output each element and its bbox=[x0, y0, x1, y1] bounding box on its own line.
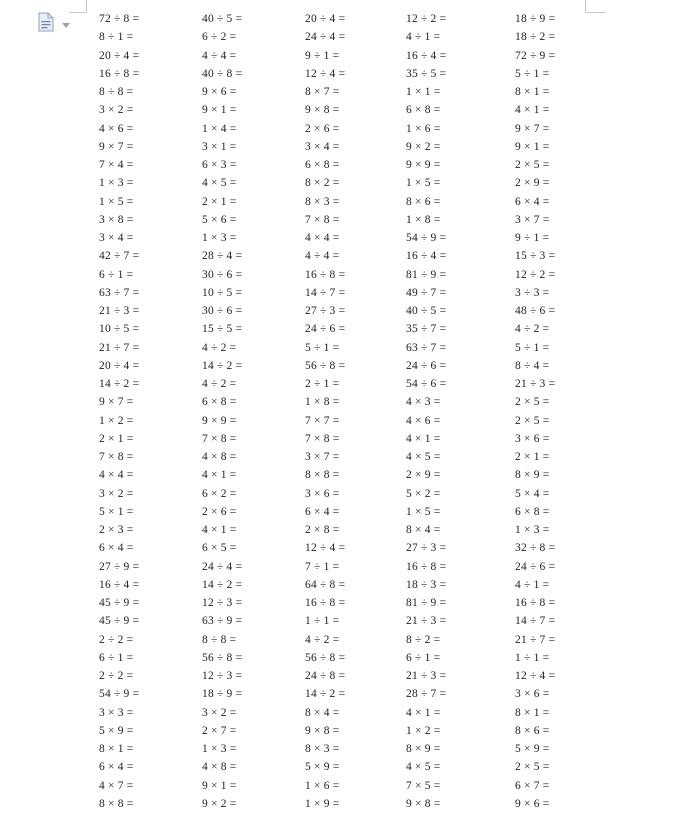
math-problem: 2 × 9 = bbox=[406, 469, 441, 482]
math-problem: 8 × 9 = bbox=[515, 469, 550, 482]
math-problem: 2 × 6 = bbox=[305, 122, 340, 135]
math-problem: 7 ÷ 1 = bbox=[305, 560, 340, 573]
math-problem: 8 × 2 = bbox=[305, 177, 340, 190]
math-problem: 9 × 8 = bbox=[305, 724, 340, 737]
math-problem: 4 ÷ 4 = bbox=[305, 250, 340, 263]
math-problem: 27 ÷ 9 = bbox=[99, 560, 140, 573]
math-problem: 3 × 1 = bbox=[202, 140, 237, 153]
math-problem: 9 × 1 = bbox=[202, 104, 237, 117]
math-problem: 28 ÷ 4 = bbox=[202, 250, 243, 263]
math-problem: 2 × 8 = bbox=[305, 524, 340, 536]
math-problem: 6 × 7 = bbox=[515, 779, 550, 792]
math-problem: 81 ÷ 9 = bbox=[406, 597, 447, 609]
math-problem: 2 ÷ 2 = bbox=[99, 633, 134, 646]
problem-column-4 bbox=[406, 10, 446, 813]
math-problem: 56 ÷ 8 = bbox=[305, 651, 346, 664]
math-problem: 4 × 3 = bbox=[406, 396, 441, 409]
math-problem: 1 × 6 = bbox=[406, 122, 441, 135]
math-problem: 54 ÷ 6 = bbox=[406, 378, 447, 390]
math-problem: 35 ÷ 7 = bbox=[406, 323, 447, 336]
math-problem: 54 ÷ 9 = bbox=[406, 232, 447, 244]
problem-column-2 bbox=[202, 10, 242, 813]
math-problem: 4 × 5 = bbox=[406, 451, 441, 463]
math-problem: 10 ÷ 5 = bbox=[202, 286, 243, 299]
math-problem: 9 × 9 = bbox=[202, 414, 237, 427]
math-problem: 4 × 1 = bbox=[202, 469, 237, 482]
math-problem: 8 × 6 = bbox=[515, 724, 550, 737]
math-problem: 16 ÷ 8 = bbox=[406, 560, 447, 573]
math-problem: 6 × 4 = bbox=[305, 505, 340, 518]
math-problem: 7 × 8 = bbox=[305, 213, 340, 226]
math-problem: 9 × 8 = bbox=[305, 104, 340, 117]
math-problem: 16 ÷ 8 = bbox=[305, 597, 346, 609]
math-problem: 72 ÷ 9 = bbox=[515, 49, 556, 62]
math-problem: 8 ÷ 4 = bbox=[515, 359, 550, 372]
math-problem: 4 ÷ 2 = bbox=[202, 341, 237, 354]
math-problem: 4 × 5 = bbox=[202, 177, 237, 190]
math-problem: 24 ÷ 8 = bbox=[305, 670, 346, 682]
math-problem: 21 ÷ 7 = bbox=[99, 341, 140, 354]
math-problem: 1 × 6 = bbox=[305, 779, 340, 792]
math-problem: 8 × 1 = bbox=[515, 86, 550, 98]
math-problem: 81 ÷ 9 = bbox=[406, 268, 447, 281]
math-problem: 6 ÷ 1 = bbox=[406, 651, 441, 664]
math-problem: 15 ÷ 5 = bbox=[202, 323, 243, 336]
math-problem: 12 ÷ 3 = bbox=[202, 597, 243, 609]
math-problem: 14 ÷ 2 = bbox=[202, 578, 243, 591]
math-problem: 2 × 5 = bbox=[515, 761, 550, 774]
math-problem: 5 × 9 = bbox=[305, 761, 340, 774]
math-problem: 18 ÷ 3 = bbox=[406, 578, 447, 591]
math-problem: 8 × 1 = bbox=[515, 706, 550, 719]
math-problem: 6 ÷ 1 = bbox=[99, 268, 134, 281]
math-problem: 1 × 5 = bbox=[406, 177, 441, 190]
math-problem: 4 × 6 = bbox=[406, 414, 441, 427]
math-problem: 1 × 3 = bbox=[202, 743, 237, 755]
math-problem: 24 ÷ 6 = bbox=[515, 560, 556, 573]
math-problem: 9 ÷ 1 = bbox=[305, 49, 340, 62]
math-problem: 6 × 8 = bbox=[515, 505, 550, 518]
math-problem: 9 × 7 = bbox=[99, 396, 134, 409]
math-problem: 18 ÷ 9 = bbox=[202, 688, 243, 701]
math-problem: 8 × 4 = bbox=[305, 706, 340, 719]
math-problem: 5 × 1 = bbox=[99, 505, 134, 518]
math-problem: 2 × 9 = bbox=[515, 177, 550, 190]
math-problem: 63 ÷ 7 = bbox=[406, 341, 447, 354]
math-problem: 2 ÷ 2 = bbox=[99, 670, 134, 682]
math-problem: 14 ÷ 2 = bbox=[99, 378, 140, 390]
math-problem: 12 ÷ 4 = bbox=[305, 542, 346, 555]
math-problem: 21 ÷ 3 = bbox=[406, 615, 447, 628]
math-problem: 6 × 4 = bbox=[99, 761, 134, 774]
math-problem: 6 × 4 = bbox=[515, 195, 550, 208]
math-problem: 12 ÷ 4 = bbox=[515, 670, 556, 682]
math-problem: 8 ÷ 2 = bbox=[406, 633, 441, 646]
math-problem: 12 ÷ 2 = bbox=[515, 268, 556, 281]
math-problem: 54 ÷ 9 = bbox=[99, 688, 140, 701]
math-problem: 1 × 5 = bbox=[406, 505, 441, 518]
math-problem: 8 ÷ 1 = bbox=[99, 31, 134, 44]
math-problem: 7 × 5 = bbox=[406, 779, 441, 792]
math-problem: 4 ÷ 1 = bbox=[406, 31, 441, 44]
math-problem: 27 ÷ 3 = bbox=[305, 305, 346, 317]
math-problem: 2 × 5 = bbox=[515, 396, 550, 409]
math-problem: 2 × 1 = bbox=[202, 195, 237, 208]
math-problem: 14 ÷ 2 = bbox=[202, 359, 243, 372]
math-problem: 4 ÷ 4 = bbox=[202, 49, 237, 62]
math-problem: 6 × 5 = bbox=[202, 542, 237, 555]
math-problem: 14 ÷ 7 = bbox=[515, 615, 556, 628]
math-problem: 4 ÷ 2 = bbox=[202, 378, 237, 390]
math-problem: 2 ÷ 1 = bbox=[305, 378, 340, 390]
math-problem: 8 × 6 = bbox=[406, 195, 441, 208]
math-problem: 10 ÷ 5 = bbox=[99, 323, 140, 336]
math-problem: 4 × 6 = bbox=[99, 122, 134, 135]
math-problem: 16 ÷ 8 = bbox=[99, 67, 140, 80]
math-problem: 72 ÷ 8 = bbox=[99, 13, 140, 25]
math-problem: 6 × 8 = bbox=[406, 104, 441, 117]
math-problem: 3 × 2 = bbox=[202, 706, 237, 719]
math-problem: 9 × 1 = bbox=[515, 140, 550, 153]
math-problem: 9 × 6 = bbox=[515, 797, 550, 810]
math-problem: 6 × 2 = bbox=[202, 487, 237, 500]
math-problem: 8 × 8 = bbox=[305, 469, 340, 482]
math-problem: 8 × 9 = bbox=[406, 743, 441, 755]
math-problem: 20 ÷ 4 = bbox=[305, 13, 346, 25]
math-problem: 8 × 1 = bbox=[99, 743, 134, 755]
math-problem: 8 × 4 = bbox=[406, 524, 441, 536]
math-problem: 64 ÷ 8 = bbox=[305, 578, 346, 591]
math-problem: 9 × 7 = bbox=[515, 122, 550, 135]
math-problem: 2 × 1 = bbox=[99, 432, 134, 445]
math-problem: 6 × 4 = bbox=[99, 542, 134, 555]
math-problem: 8 × 3 = bbox=[305, 743, 340, 755]
math-problem: 1 × 8 = bbox=[305, 396, 340, 409]
math-problem: 9 × 2 = bbox=[202, 797, 237, 810]
math-problem: 3 × 6 = bbox=[305, 487, 340, 500]
math-problem: 1 × 3 = bbox=[515, 524, 550, 536]
math-problem: 3 × 2 = bbox=[99, 104, 134, 117]
math-problem: 5 × 9 = bbox=[99, 724, 134, 737]
problem-column-5 bbox=[515, 10, 555, 813]
math-problem: 1 × 9 = bbox=[305, 797, 340, 810]
math-problem: 6 ÷ 2 = bbox=[202, 31, 237, 44]
math-problem: 2 × 3 = bbox=[99, 524, 134, 536]
math-problem: 6 ÷ 1 = bbox=[99, 651, 134, 664]
math-problem: 2 × 7 = bbox=[202, 724, 237, 737]
math-problem: 4 × 5 = bbox=[406, 761, 441, 774]
math-problem: 2 × 1 = bbox=[515, 451, 550, 463]
math-problem: 7 × 8 = bbox=[99, 451, 134, 463]
math-problem: 1 × 3 = bbox=[99, 177, 134, 190]
math-problem: 1 × 5 = bbox=[99, 195, 134, 208]
math-problem: 5 × 2 = bbox=[406, 487, 441, 500]
math-problem: 20 ÷ 4 = bbox=[99, 359, 140, 372]
math-problem: 4 ÷ 1 = bbox=[515, 578, 550, 591]
math-problem: 16 ÷ 4 = bbox=[406, 49, 447, 62]
math-problem: 5 × 6 = bbox=[202, 213, 237, 226]
problem-column-3 bbox=[305, 10, 345, 813]
math-problem: 1 × 8 = bbox=[406, 213, 441, 226]
math-problem: 18 ÷ 9 = bbox=[515, 13, 556, 25]
math-problem: 5 ÷ 1 = bbox=[515, 67, 550, 80]
math-problem: 45 ÷ 9 = bbox=[99, 597, 140, 609]
math-problem: 21 ÷ 3 = bbox=[515, 378, 556, 390]
math-problem: 48 ÷ 6 = bbox=[515, 305, 556, 317]
math-problem: 8 ÷ 8 = bbox=[99, 86, 134, 98]
math-problem: 5 × 9 = bbox=[515, 743, 550, 755]
math-problem: 4 × 4 = bbox=[99, 469, 134, 482]
math-problem: 49 ÷ 7 = bbox=[406, 286, 447, 299]
math-problem: 4 ÷ 2 = bbox=[515, 323, 550, 336]
math-problem: 1 × 2 = bbox=[99, 414, 134, 427]
math-problem: 3 × 7 = bbox=[515, 213, 550, 226]
math-problem: 4 × 4 = bbox=[305, 232, 340, 244]
math-problem: 1 × 3 = bbox=[202, 232, 237, 244]
math-problem: 8 × 3 = bbox=[305, 195, 340, 208]
math-problem: 30 ÷ 6 = bbox=[202, 268, 243, 281]
math-problem: 15 ÷ 3 = bbox=[515, 250, 556, 263]
math-problem: 1 × 2 = bbox=[406, 724, 441, 737]
math-problem: 16 ÷ 4 = bbox=[406, 250, 447, 263]
math-problem: 3 ÷ 3 = bbox=[515, 286, 550, 299]
math-problem: 8 × 8 = bbox=[99, 797, 134, 810]
worksheet-page bbox=[0, 10, 688, 826]
math-problem: 3 × 6 = bbox=[515, 688, 550, 701]
math-problem: 20 ÷ 4 = bbox=[99, 49, 140, 62]
math-problem: 63 ÷ 9 = bbox=[202, 615, 243, 628]
math-problem: 24 ÷ 6 = bbox=[406, 359, 447, 372]
math-problem: 2 × 5 = bbox=[515, 414, 550, 427]
math-problem: 3 × 2 = bbox=[99, 487, 134, 500]
math-problem: 56 ÷ 8 = bbox=[202, 651, 243, 664]
math-problem: 1 ÷ 1 = bbox=[305, 615, 340, 628]
math-problem: 3 × 4 = bbox=[305, 140, 340, 153]
math-problem: 7 × 8 = bbox=[305, 432, 340, 445]
math-problem: 8 × 7 = bbox=[305, 86, 340, 98]
math-problem: 9 × 9 = bbox=[406, 159, 441, 171]
math-problem: 9 × 7 = bbox=[99, 140, 134, 153]
math-problem: 6 × 8 = bbox=[305, 159, 340, 171]
math-problem: 4 × 1 = bbox=[202, 524, 237, 536]
math-problem: 7 × 7 = bbox=[305, 414, 340, 427]
math-problem: 5 × 4 = bbox=[515, 487, 550, 500]
math-problem: 4 × 7 = bbox=[99, 779, 134, 792]
math-problem: 1 × 1 = bbox=[406, 86, 441, 98]
math-problem: 4 × 8 = bbox=[202, 451, 237, 463]
math-problem: 27 ÷ 3 = bbox=[406, 542, 447, 555]
math-problem: 12 ÷ 4 = bbox=[305, 67, 346, 80]
math-problem: 6 × 3 = bbox=[202, 159, 237, 171]
math-problem: 5 ÷ 1 = bbox=[515, 341, 550, 354]
math-problem: 21 ÷ 3 = bbox=[406, 670, 447, 682]
math-problem: 2 × 5 = bbox=[515, 159, 550, 171]
math-problem: 4 ÷ 2 = bbox=[305, 633, 340, 646]
math-problem: 21 ÷ 7 = bbox=[515, 633, 556, 646]
math-problem: 9 × 8 = bbox=[406, 797, 441, 810]
math-problem: 24 ÷ 4 = bbox=[305, 31, 346, 44]
math-problem: 7 × 8 = bbox=[202, 432, 237, 445]
math-problem: 35 ÷ 5 = bbox=[406, 67, 447, 80]
math-problem: 1 × 4 = bbox=[202, 122, 237, 135]
math-problem: 42 ÷ 7 = bbox=[99, 250, 140, 263]
math-problem: 3 × 6 = bbox=[515, 432, 550, 445]
math-problem: 16 ÷ 8 = bbox=[305, 268, 346, 281]
math-problem: 3 × 8 = bbox=[99, 213, 134, 226]
math-problem: 24 ÷ 6 = bbox=[305, 323, 346, 336]
math-problem: 8 ÷ 8 = bbox=[202, 633, 237, 646]
math-problem: 4 × 1 = bbox=[515, 104, 550, 117]
math-problem: 2 × 6 = bbox=[202, 505, 237, 518]
problem-column-1 bbox=[99, 10, 139, 813]
math-problem: 3 × 3 = bbox=[99, 706, 134, 719]
math-problem: 9 × 6 = bbox=[202, 86, 237, 98]
math-problem: 12 ÷ 2 = bbox=[406, 13, 447, 25]
math-problem: 28 ÷ 7 = bbox=[406, 688, 447, 701]
math-problem: 4 × 8 = bbox=[202, 761, 237, 774]
math-problem: 45 ÷ 9 = bbox=[99, 615, 140, 628]
math-problem: 63 ÷ 7 = bbox=[99, 286, 140, 299]
math-problem: 9 ÷ 1 = bbox=[515, 232, 550, 244]
math-problem: 9 × 1 = bbox=[202, 779, 237, 792]
math-problem: 12 ÷ 3 = bbox=[202, 670, 243, 682]
math-problem: 16 ÷ 8 = bbox=[515, 597, 556, 609]
math-problem: 40 ÷ 5 = bbox=[406, 305, 447, 317]
math-problem: 40 ÷ 8 = bbox=[202, 67, 243, 80]
math-problem: 5 ÷ 1 = bbox=[305, 341, 340, 354]
math-problem: 56 ÷ 8 = bbox=[305, 359, 346, 372]
math-problem: 3 × 4 = bbox=[99, 232, 134, 244]
math-problem: 3 × 7 = bbox=[305, 451, 340, 463]
math-problem: 7 × 4 = bbox=[99, 159, 134, 171]
math-problem: 6 × 8 = bbox=[202, 396, 237, 409]
math-problem: 16 ÷ 4 = bbox=[99, 578, 140, 591]
math-problem: 1 ÷ 1 = bbox=[515, 651, 550, 664]
math-problem: 32 ÷ 8 = bbox=[515, 542, 556, 555]
math-problem: 40 ÷ 5 = bbox=[202, 13, 243, 25]
math-problem: 18 ÷ 2 = bbox=[515, 31, 556, 44]
math-problem: 4 × 1 = bbox=[406, 706, 441, 719]
math-problem: 4 × 1 = bbox=[406, 432, 441, 445]
math-problem: 30 ÷ 6 = bbox=[202, 305, 243, 317]
math-problem: 9 × 2 = bbox=[406, 140, 441, 153]
math-problem: 24 ÷ 4 = bbox=[202, 560, 243, 573]
math-problem: 21 ÷ 3 = bbox=[99, 305, 140, 317]
math-problem: 14 ÷ 7 = bbox=[305, 286, 346, 299]
math-problem: 14 ÷ 2 = bbox=[305, 688, 346, 701]
